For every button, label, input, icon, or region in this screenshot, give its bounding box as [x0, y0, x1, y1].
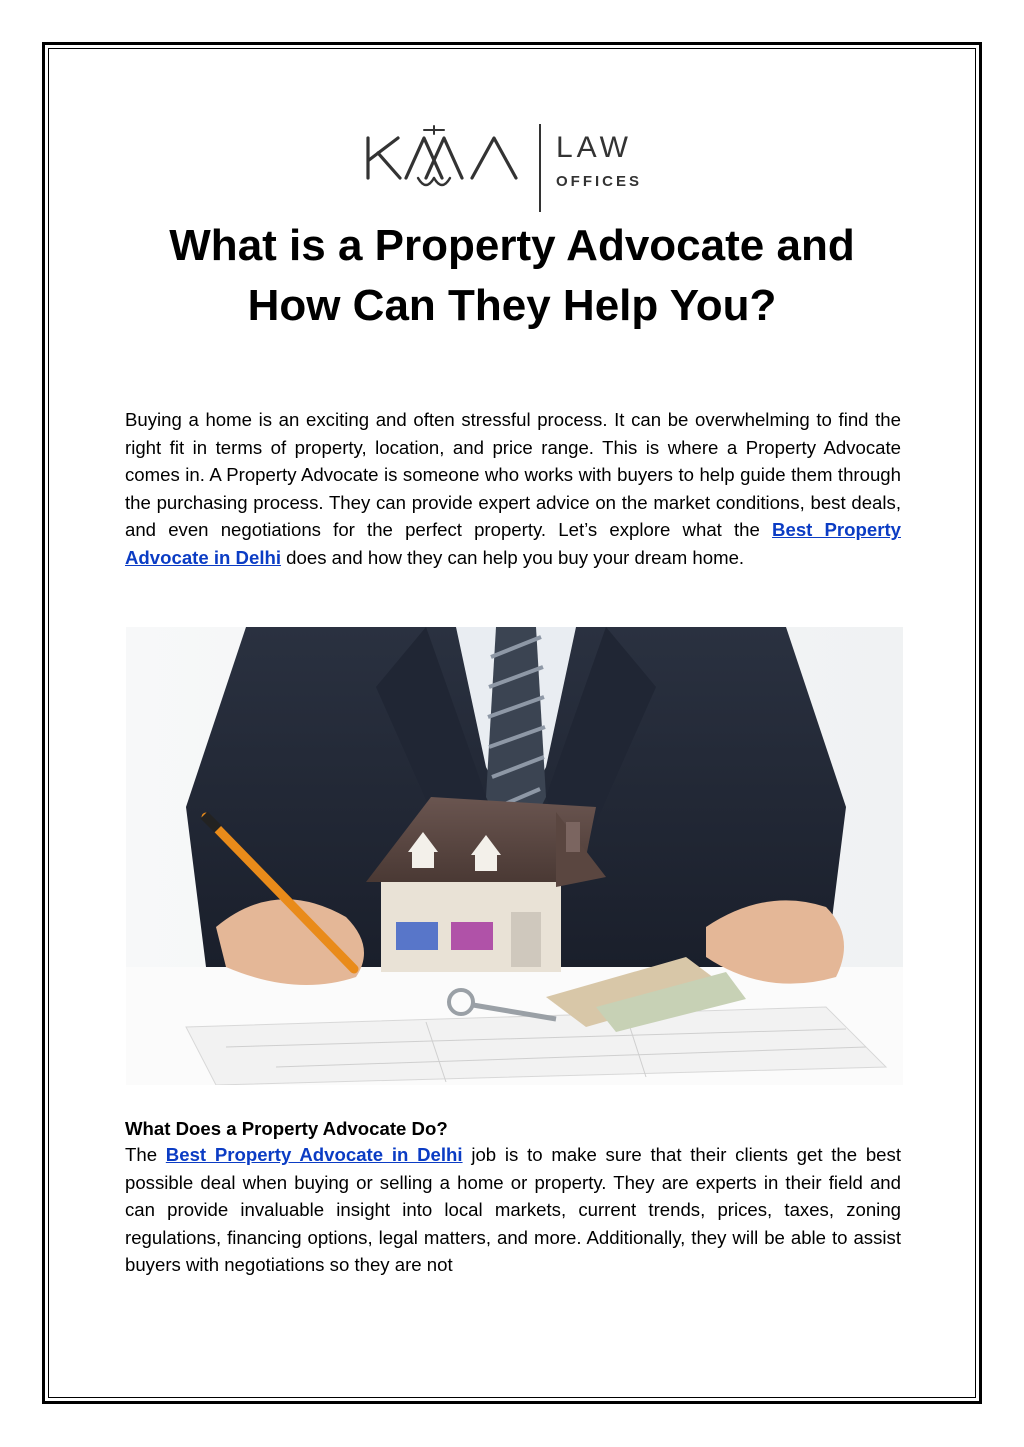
intro-text-before-link: Buying a home is an exciting and often stressful process. It can be overwhelming to find the right fit in terms of property, location, and price range. This is where a Property Advocate comes in. A Property Advocate is someone who works with buyers to help guide them through the purchasing process. They can provide expert advice on the market conditions, best deals, and even negotiations for the perfect property. Let’s explore what the	[125, 409, 901, 541]
businessman-with-house-model-photo	[126, 627, 903, 1085]
title-line-2: How Can They Help You?	[247, 281, 777, 330]
kma-law-offices-logo	[360, 120, 660, 215]
page-title	[100, 216, 924, 336]
section1-paragraph	[125, 1141, 901, 1279]
intro-paragraph	[125, 406, 901, 572]
section-heading-what-does: What Does a Property Advocate Do?	[125, 1118, 448, 1139]
logo-text-offices: OFFICES	[556, 173, 643, 190]
section1-text-after-link: job is to make sure that their clients get the best possible deal when buying or selling a home or property. They are experts in their field and can provide invaluable insight into local markets, current trends, prices, taxes, zoning regulations, financing options, legal matters, and more. Additionally, they will be able to assist buyers with negotiations so they are not	[125, 1144, 901, 1276]
best-property-advocate-link-2[interactable]: Best Property Advocate in Delhi	[165, 1144, 463, 1165]
section1-text-before-link: The	[125, 1144, 166, 1165]
title-line-1: What is a Property Advocate and	[169, 221, 855, 270]
logo-text-law: LAW	[556, 131, 632, 164]
intro-text-after-link: does and how they can help you buy your dream home.	[281, 546, 745, 568]
logo-mark-icon	[360, 120, 660, 215]
best-property-advocate-link[interactable]: Best Property Advocate in Delhi	[125, 519, 901, 568]
